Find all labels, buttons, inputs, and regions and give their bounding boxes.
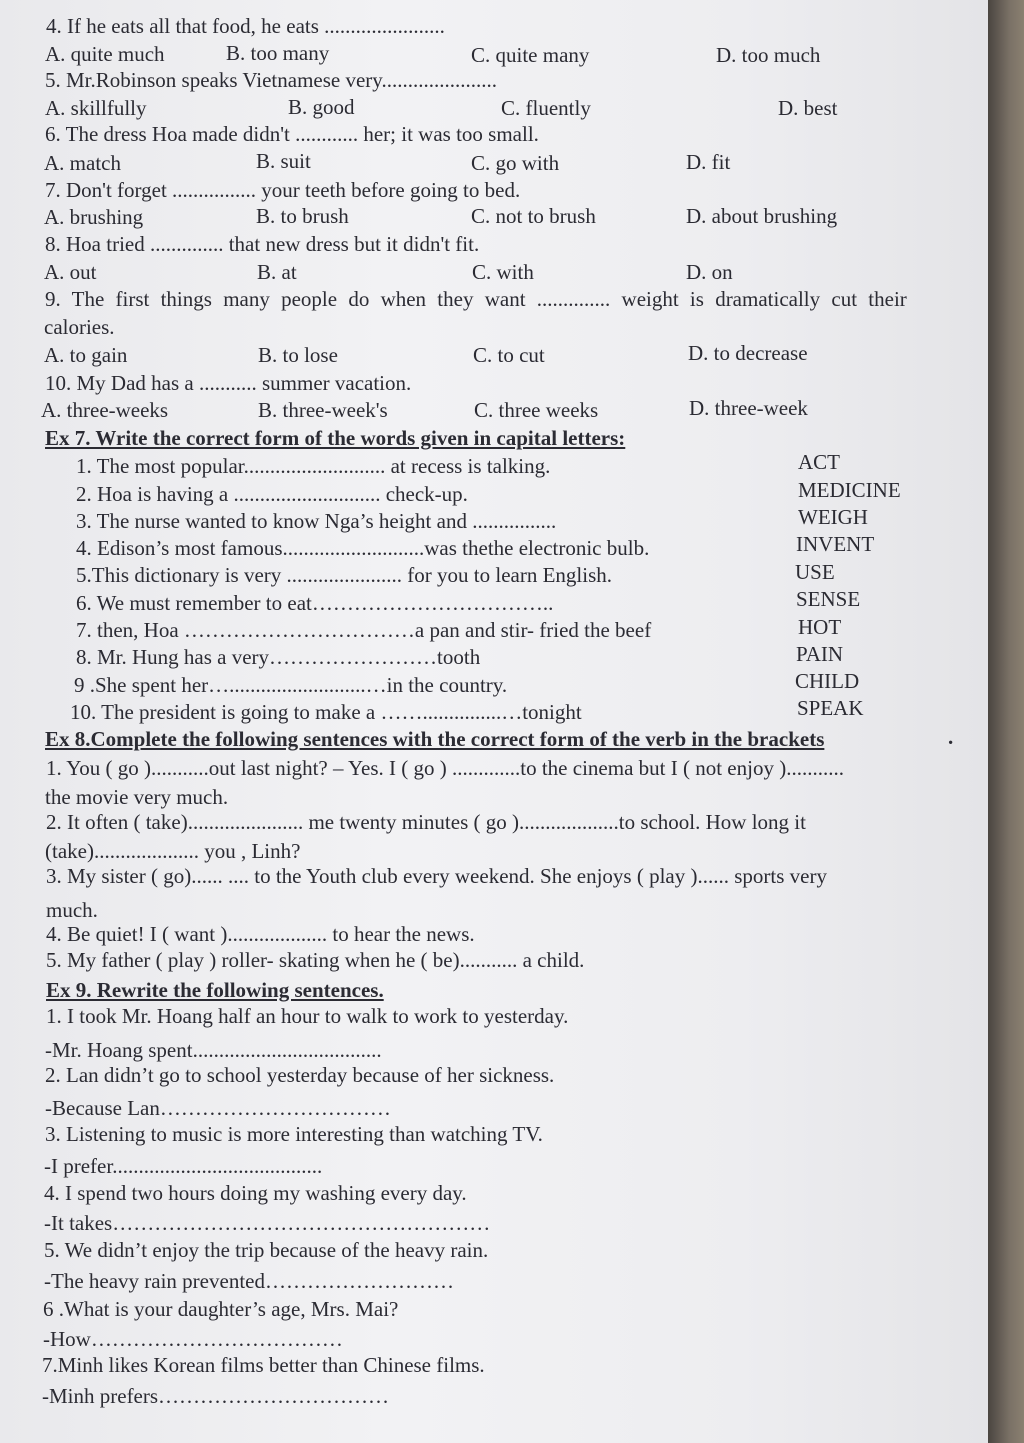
ex7-item: 5.This dictionary is very ...................... for you to learn English. [76,563,613,587]
ex8-heading: Ex 8.Complete the following sentences with the correct form of the verb in the brackets [45,727,825,751]
mcq-option: A. skillfully [45,96,147,120]
mcq-option: C. with [472,260,534,284]
ex8-line: 2. It often ( take)...................... me twenty minutes ( go )...................to school. How long it [46,810,806,834]
mcq-option: A. quite much [45,42,165,66]
mcq-option: D. best [778,96,838,120]
mcq-question: 6. The dress Hoa made didn't ............ her; it was too small. [45,122,539,146]
mcq-option: C. three weeks [474,398,599,422]
ex7-item: 4. Edison’s most famous...........................was thethe electronic bulb. [76,536,650,560]
mcq-option: D. too much [716,43,821,67]
mcq-option: B. suit [256,149,311,173]
page-edge-background [988,0,1024,1443]
mcq-option: D. to decrease [688,341,808,365]
ex7-item: 7. then, Hoa ……………………………a pan and stir- fried the beef [76,618,652,642]
ex7-item: 6. We must remember to eat…………………………….. [76,591,554,615]
ex7-item: 10. The president is going to make a ……...............…tonight [70,700,582,724]
ex9-line: -It takes……………………………………………… [44,1211,491,1235]
ex9-line: -The heavy rain prevented……………………… [44,1269,454,1293]
ex9-line: -How……………………………… [43,1327,343,1351]
mcq-question: 5. Mr.Robinson speaks Vietnamese very...................... [45,68,497,92]
ex8-line: 3. My sister ( go)...... .... to the Youth club every weekend. She enjoys ( play )...... sports very [46,864,827,888]
ex7-word: USE [795,560,835,584]
mcq-question: 4. If he eats all that food, he eats ....................... [46,14,445,38]
mcq-question-wrap [45,289,982,310]
mcq-option: A. to gain [44,343,128,367]
mcq-question: 8. Hoa tried .............. that new dress but it didn't fit. [45,232,480,256]
mcq-option: C. go with [471,151,560,175]
ex7-word: SPEAK [797,696,864,720]
ex9-heading: Ex 9. Rewrite the following sentences. [46,978,384,1002]
ex7-word: WEIGH [798,505,868,529]
ex7-word: INVENT [796,532,875,556]
ex8-line: the movie very much. [45,785,229,809]
mcq-option: B. too many [226,41,330,65]
ex7-item: 3. The nurse wanted to know Nga’s height and ................ [76,509,557,533]
mcq-question: 10. My Dad has a ........... summer vacation. [45,371,412,395]
ex7-item: 2. Hoa is having a ............................ check-up. [76,482,468,506]
ex8-heading-dot: . [948,725,954,749]
ex8-line: 1. You ( go )...........out last night? – Yes. I ( go ) .............to the cinema but I ( not enjoy )........... [46,756,844,780]
ex9-line: 1. I took Mr. Hoang half an hour to walk to work to yesterday. [46,1004,569,1028]
mcq-option: D. fit [686,150,731,174]
mcq-option: B. three-week's [258,398,388,422]
mcq-option: C. to cut [473,343,545,367]
ex9-line: 7.Minh likes Korean films better than Chinese films. [42,1353,485,1377]
ex7-heading: Ex 7. Write the correct form of the words given in capital letters: [45,426,626,450]
mcq-option: D. about brushing [686,204,838,228]
mcq-option: C. fluently [501,96,591,120]
ex7-word: ACT [798,450,840,474]
ex7-word: SENSE [796,587,861,611]
ex9-line: -Because Lan…………………………… [45,1096,391,1120]
mcq-question: 7. Don't forget ................ your teeth before going to bed. [45,178,521,202]
mcq-option: B. good [288,95,355,119]
ex9-line: 6 .What is your daughter’s age, Mrs. Mai? [43,1297,399,1321]
mcq-question: 9. The first things many people do when they want .............. weight is dramatically cut their [45,287,907,311]
ex7-word: HOT [798,615,842,639]
mcq-option: C. quite many [471,43,590,67]
mcq-option: B. at [257,260,297,284]
mcq-option: A. match [44,151,121,175]
mcq-option: A. out [44,260,97,284]
ex9-line: 5. We didn’t enjoy the trip because of the heavy rain. [44,1238,489,1262]
ex9-line: -Minh prefers…………………………… [42,1384,390,1408]
ex8-line: much. [46,898,98,922]
ex7-item: 8. Mr. Hung has a very……………………tooth [76,645,481,669]
mcq-option: D. on [686,260,733,284]
mcq-question-continued: calories. [44,315,115,339]
ex9-line: 2. Lan didn’t go to school yesterday because of her sickness. [45,1063,555,1087]
ex8-line: 5. My father ( play ) roller- skating when he ( be)........... a child. [46,948,585,972]
ex8-line: 4. Be quiet! I ( want )................... to hear the news. [46,922,475,946]
ex7-word: CHILD [795,669,860,693]
ex7-word: MEDICINE [798,478,901,502]
ex7-word: PAIN [796,642,844,666]
ex9-line: -Mr. Hoang spent.................................... [45,1038,382,1062]
ex9-line: 4. I spend two hours doing my washing every day. [44,1181,467,1205]
mcq-option: C. not to brush [471,204,596,228]
ex8-line: (take).................... you , Linh? [45,839,301,863]
mcq-option: B. to brush [256,204,349,228]
mcq-option: D. three-week [689,396,808,420]
ex7-item: 9 .She spent her…..........................…in the country. [74,673,508,697]
mcq-option: B. to lose [258,343,338,367]
ex9-line: -I prefer........................................ [44,1154,323,1178]
ex7-item: 1. The most popular........................... at recess is talking. [76,454,551,478]
ex9-line: 3. Listening to music is more interesting than watching TV. [45,1122,543,1146]
mcq-option: A. three-weeks [41,398,169,422]
mcq-option: A. brushing [44,205,144,229]
